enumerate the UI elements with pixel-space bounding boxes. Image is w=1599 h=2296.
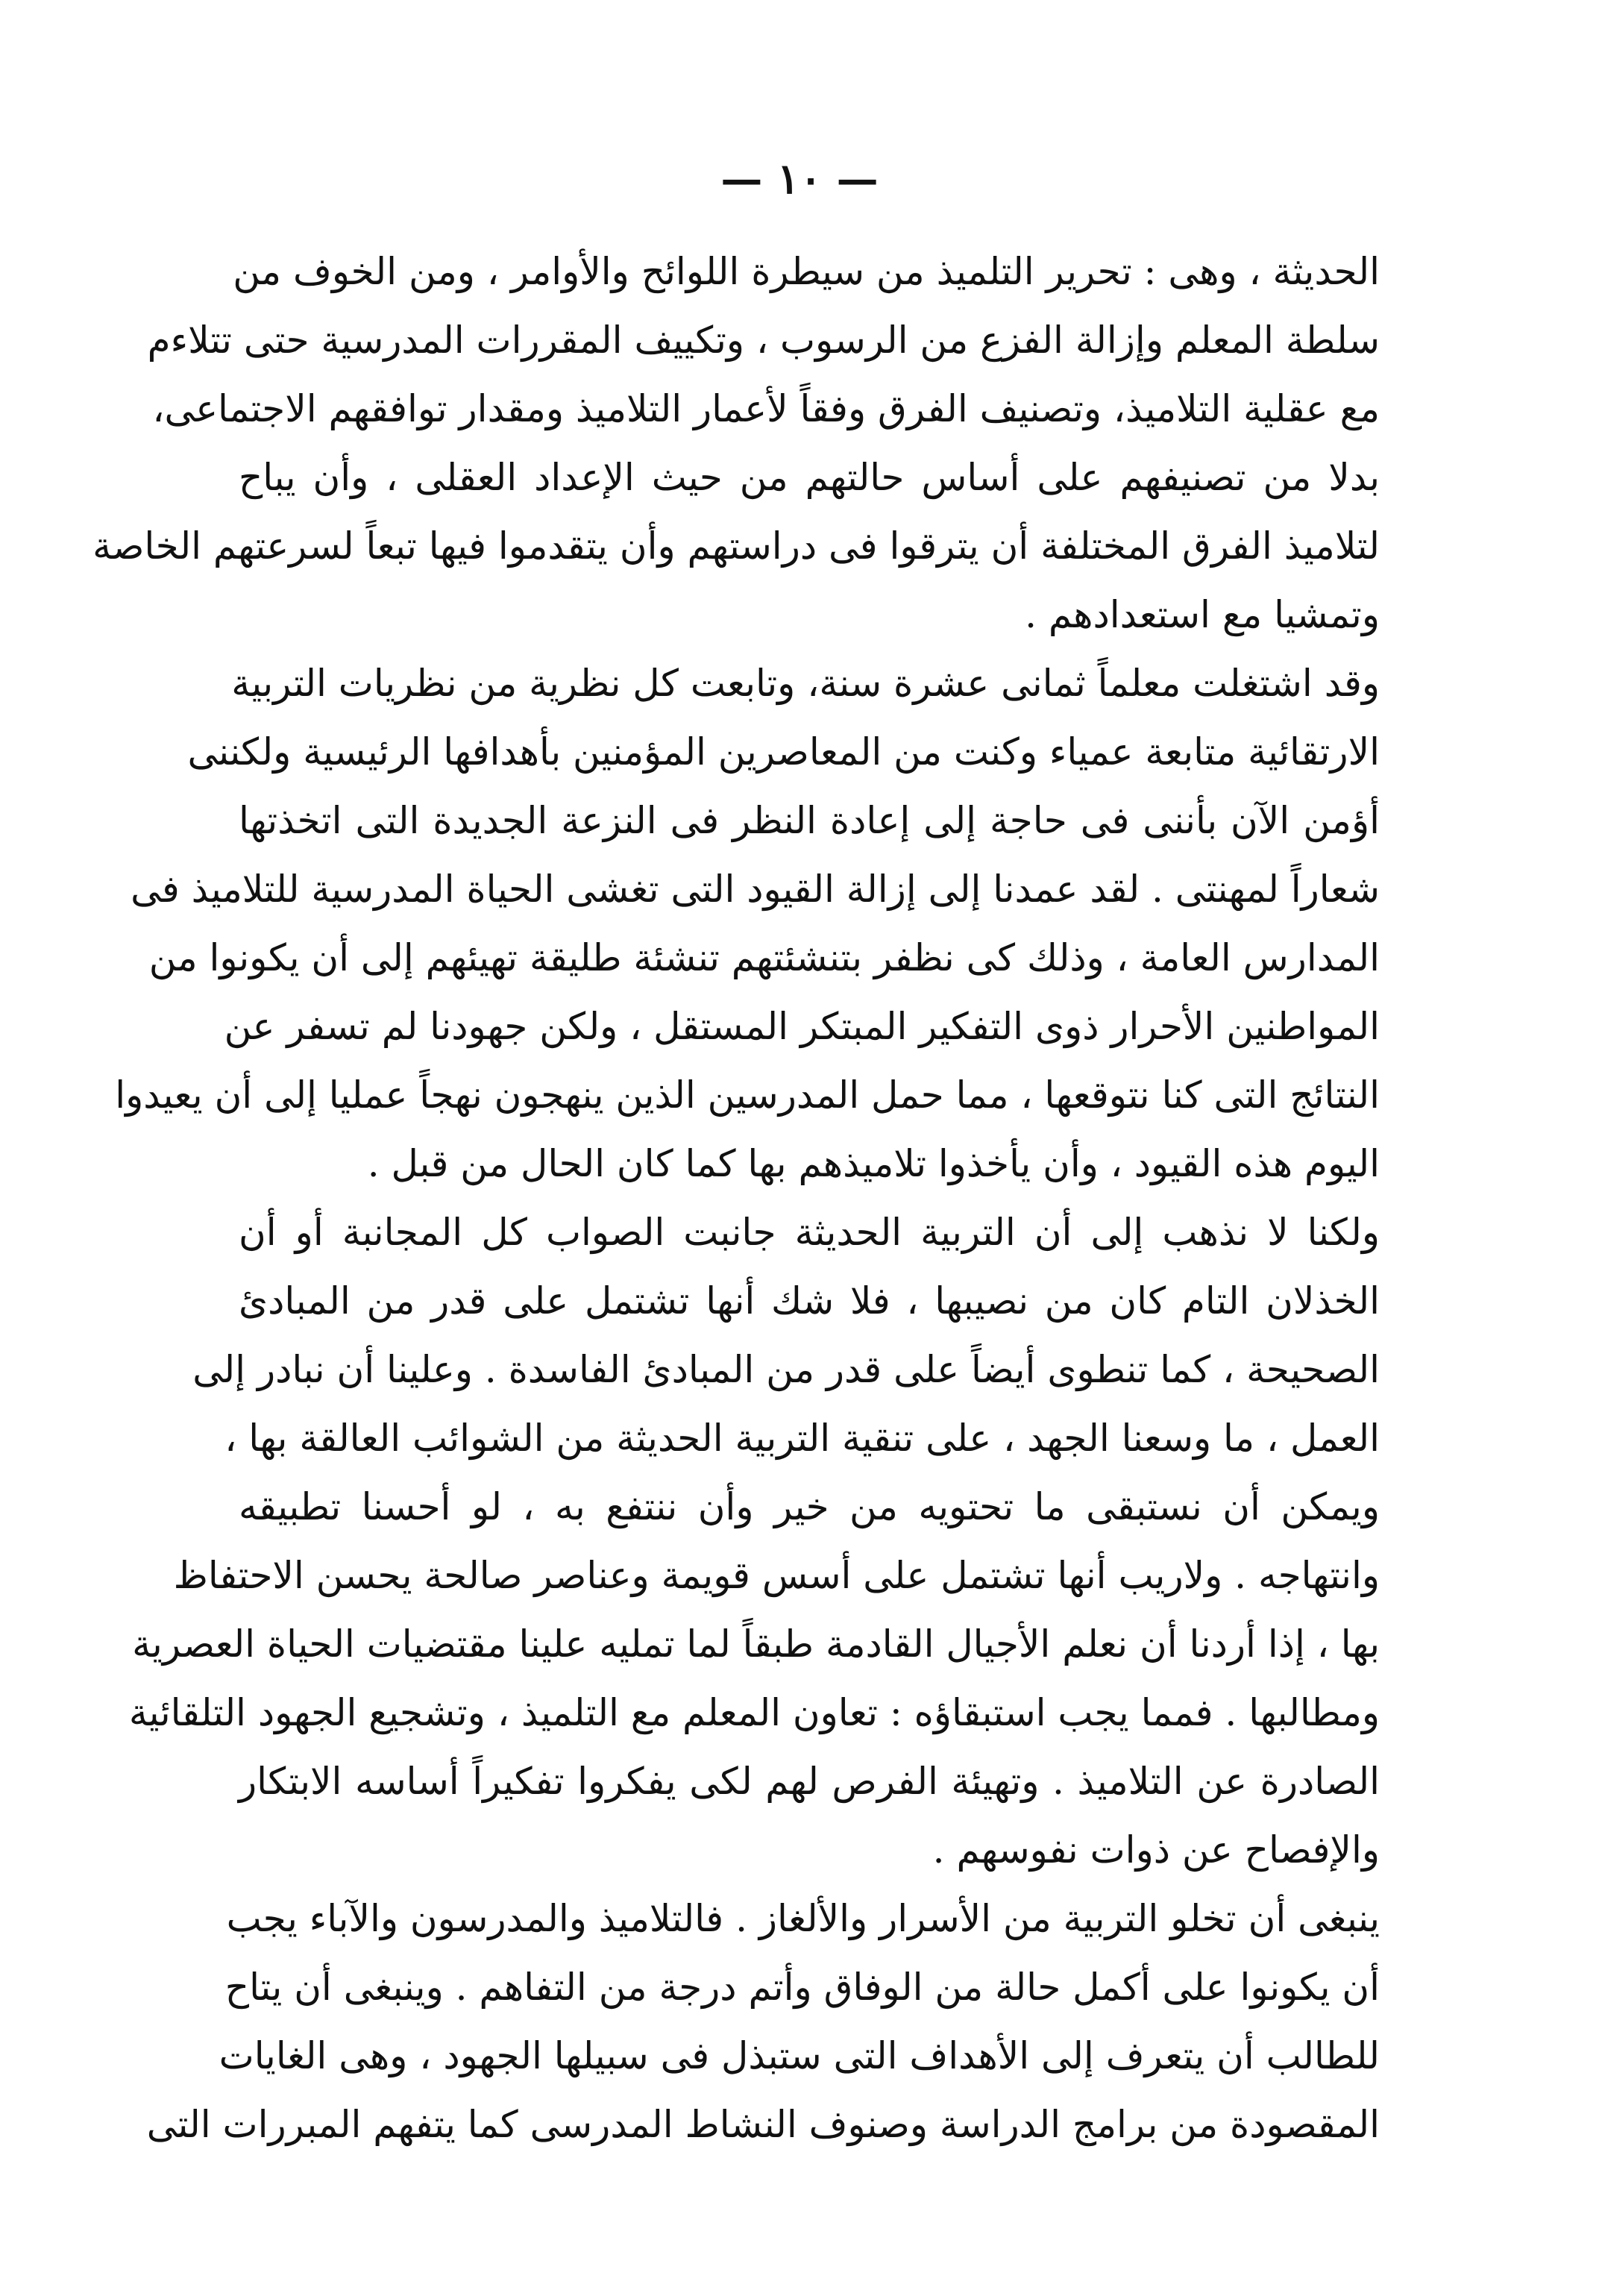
text-line: أؤمن الآن بأننى فى حاجة إلى إعادة النظر فى النزعة الجديدة التى اتخذتها xyxy=(239,799,1380,842)
text-line: المدارس العامة ، وذلك كى نظفر بتنشئتهم تنشئة طليقة تهيئهم إلى أن يكونوا من xyxy=(148,936,1380,979)
text-line: المقصودة من برامج الدراسة وصنوف النشاط المدرسى كما يتفهم المبررات التى xyxy=(146,2103,1380,2146)
text-line: بها ، إذا أردنا أن نعلم الأجيال القادمة طبقاً لما تمليه علينا مقتضيات الحياة العصرية xyxy=(132,1622,1380,1666)
text-line: سلطة المعلم وإزالة الفزع من الرسوب ، وتكييف المقررات المدرسية حتى تتلاءم xyxy=(147,319,1380,362)
text-line: وقد اشتغلت معلماً ثمانى عشرة سنة، وتابعت كل نظرية من نظريات التربية xyxy=(231,662,1380,705)
text-line: الصحيحة ، كما تنطوى أيضاً على قدر من المبادئ الفاسدة . وعلينا أن نبادر إلى xyxy=(192,1348,1380,1391)
text-line: شعاراً لمهنتى . لقد عمدنا إلى إزالة القيود التى تغشى الحياة المدرسية للتلاميذ فى xyxy=(131,868,1380,911)
text-line: الصادرة عن التلاميذ . وتهيئة الفرص لهم لكى يفكروا تفكيراً أساسه الابتكار xyxy=(239,1760,1380,1803)
body-text xyxy=(92,237,1380,2159)
text-line: لتلاميذ الفرق المختلفة أن يترقوا فى دراستهم وأن يتقدموا فيها تبعاً لسرعتهم الخاصة xyxy=(92,524,1380,568)
text-line: للطالب أن يتعرف إلى الأهداف التى ستبذل فى سبيلها الجهود ، وهى الغايات xyxy=(219,2034,1380,2077)
page-number: — ١٠ — xyxy=(720,154,879,204)
text-line: الخذلان التام كان من نصيبها ، فلا شك أنها تشتمل على قدر من المبادئ xyxy=(239,1279,1380,1323)
text-line: ومطالبها . فمما يجب استبقاؤه : تعاون المعلم مع التلميذ ، وتشجيع الجهود التلقائية xyxy=(128,1691,1380,1734)
text-line: الحديثة ، وهى : تحرير التلميذ من سيطرة اللوائح والأوامر ، ومن الخوف من xyxy=(233,250,1380,293)
text-line: ينبغى أن تخلو التربية من الأسرار والألغاز . فالتلاميذ والمدرسون والآباء يجب xyxy=(226,1897,1380,1940)
text-line: مع عقلية التلاميذ، وتصنيف الفرق وفقاً لأعمار التلاميذ ومقدار توافقهم الاجتماعى، xyxy=(152,387,1380,430)
text-line: بدلا من تصنيفهم على أساس حالتهم من حيث الإعداد العقلى ، وأن يباح xyxy=(239,456,1380,499)
text-line: العمل ، ما وسعنا الجهد ، على تنقية التربية الحديثة من الشوائب العالقة بها ، xyxy=(224,1417,1380,1460)
text-line: المواطنين الأحرار ذوى التفكير المبتكر المستقل ، ولكن جهودنا لم تسفر عن xyxy=(224,1005,1380,1048)
text-line: الارتقائية متابعة عمياء وكنت من المعاصرين المؤمنين بأهدافها الرئيسية ولكننى xyxy=(187,730,1380,774)
text-line: ويمكن أن نستبقى ما تحتويه من خير وأن ننتفع به ، لو أحسنا تطبيقه xyxy=(239,1485,1380,1528)
text-line: اليوم هذه القيود ، وأن يأخذوا تلاميذهم بها كما كان الحال من قبل . xyxy=(367,1142,1380,1185)
text-line: وتمشيا مع استعدادهم . xyxy=(1025,593,1380,636)
text-line: والإفصاح عن ذوات نفوسهم . xyxy=(932,1828,1380,1872)
text-line: وانتهاجه . ولاريب أنها تشتمل على أسس قويمة وعناصر صالحة يحسن الاحتفاظ xyxy=(173,1554,1380,1597)
text-line: ولكنا لا نذهب إلى أن التربية الحديثة جانبت الصواب كل المجانبة أو أن xyxy=(239,1211,1380,1254)
text-line: أن يكونوا على أكمل حالة من الوفاق وأتم درجة من التفاهم . وينبغى أن يتاح xyxy=(224,1966,1380,2009)
text-line: النتائج التى كنا نتوقعها ، مما حمل المدرسين الذين ينهجون نهجاً عمليا إلى أن يعيدوا xyxy=(115,1073,1380,1117)
